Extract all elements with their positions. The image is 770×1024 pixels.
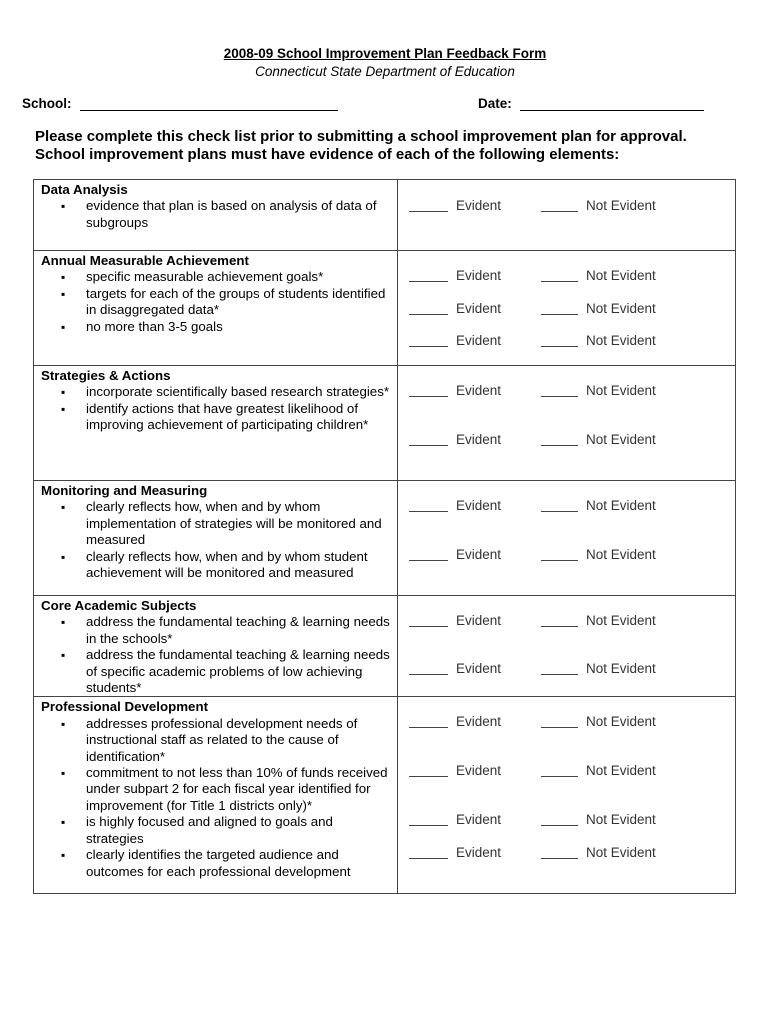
evident-blank[interactable] [409,626,448,627]
not-evident-label: Not Evident [586,498,656,513]
section-bullet: ▪ is highly focused and aligned to goals and strategies [41,814,391,847]
not-evident-label: Not Evident [586,432,656,447]
form-subtitle: Connecticut State Department of Education [255,64,515,79]
form-title: 2008-09 School Improvement Plan Feedback Form [223,46,547,61]
evidence-mark [398,613,750,629]
evidence-cell [398,697,736,894]
section-title: Professional Development [41,699,208,715]
section-bullets [41,198,391,231]
evident-blank[interactable] [409,858,448,859]
not-evident-label: Not Evident [586,845,656,861]
school-label: School: [22,96,72,111]
checklist-table [33,179,736,894]
evident-label: Evident [456,661,502,676]
evidence-mark [398,333,750,349]
evident-label: Evident [456,845,502,861]
evidence-cell [398,481,736,596]
evident-blank[interactable] [409,281,448,282]
section-row-data-analysis [34,180,736,251]
evident-blank[interactable] [409,314,448,315]
evidence-mark [398,763,750,779]
evidence-mark [398,432,750,448]
not-evident-blank[interactable] [541,511,578,512]
not-evident-blank[interactable] [541,825,578,826]
not-evident-blank[interactable] [541,727,578,728]
section-content [34,180,398,251]
not-evident-blank[interactable] [541,396,578,397]
evidence-mark [398,268,750,284]
not-evident-blank[interactable] [541,560,578,561]
evidence-cell [398,596,736,697]
evidence-cell [398,251,736,366]
section-row-core-academic-subjects [34,596,736,697]
section-bullet: ▪ incorporate scientifically based research strategies* [41,384,391,400]
evident-label: Evident [456,333,502,348]
evident-blank[interactable] [409,825,448,826]
not-evident-blank[interactable] [541,211,578,212]
not-evident-label: Not Evident [586,198,656,213]
date-input-line[interactable] [520,96,704,111]
not-evident-label: Not Evident [586,268,656,283]
not-evident-label: Not Evident [586,714,656,730]
not-evident-label: Not Evident [586,613,656,628]
evident-label: Evident [456,498,502,513]
not-evident-blank[interactable] [541,674,578,675]
section-bullet: ▪ evidence that plan is based on analysis of data of subgroups [41,198,391,231]
section-row-annual-measurable-achievement [34,251,736,366]
evident-label: Evident [456,812,502,828]
evidence-mark [398,714,750,730]
evident-blank[interactable] [409,674,448,675]
school-input-line[interactable] [80,96,338,111]
evidence-mark [398,383,750,399]
not-evident-label: Not Evident [586,812,656,828]
section-content [34,251,398,366]
evident-blank[interactable] [409,396,448,397]
section-bullet: ▪ clearly identifies the targeted audience and outcomes for each professional development [41,847,391,880]
section-bullet: ▪ targets for each of the groups of students identified in disaggregated data* [41,286,391,319]
not-evident-blank[interactable] [541,314,578,315]
section-bullets [41,269,391,335]
section-bullet: ▪ clearly reflects how, when and by whom student achievement will be monitored and measured [41,549,391,582]
evident-label: Evident [456,198,502,213]
evident-blank[interactable] [409,560,448,561]
instructions-line-1: Please complete this check list prior to submitting a school improvement plan for approval. [35,128,687,145]
not-evident-label: Not Evident [586,661,656,676]
evident-label: Evident [456,714,502,730]
evident-blank[interactable] [409,727,448,728]
evidence-mark [398,198,750,214]
section-row-monitoring-measuring [34,481,736,596]
section-content [34,481,398,596]
evidence-mark [398,301,750,317]
section-bullet: ▪ clearly reflects how, when and by whom implementation of strategies will be monitored and measured [41,499,391,548]
not-evident-blank[interactable] [541,346,578,347]
school-field [22,96,338,111]
not-evident-label: Not Evident [586,333,656,348]
instructions-line-2: School improvement plans must have evidence of each of the following elements: [35,146,620,163]
not-evident-blank[interactable] [541,776,578,777]
not-evident-label: Not Evident [586,547,656,562]
section-title: Monitoring and Measuring [41,483,208,498]
section-title: Annual Measurable Achievement [41,253,249,268]
section-title: Core Academic Subjects [41,598,197,613]
section-bullet: ▪ identify actions that have greatest likelihood of improving achievement of participating children* [41,401,391,434]
section-bullet: ▪ specific measurable achievement goals* [41,269,391,285]
instructions [35,128,735,164]
date-label: Date: [478,96,512,111]
evident-blank[interactable] [409,211,448,212]
section-row-strategies-actions [34,366,736,481]
section-title: Strategies & Actions [41,368,171,383]
evident-label: Evident [456,547,502,562]
section-bullets [41,614,391,696]
evident-label: Evident [456,301,502,316]
evident-label: Evident [456,268,502,283]
not-evident-label: Not Evident [586,301,656,316]
section-content [34,697,398,894]
section-row-professional-development [34,697,736,894]
evidence-mark [398,812,750,828]
not-evident-blank[interactable] [541,445,578,446]
evidence-cell [398,180,736,251]
evident-blank[interactable] [409,445,448,446]
evidence-mark [398,845,750,861]
evident-blank[interactable] [409,511,448,512]
section-bullet: ▪ address the fundamental teaching & learning needs in the schools* [41,614,391,647]
evidence-mark [398,661,750,677]
not-evident-label: Not Evident [586,383,656,398]
section-content [34,366,398,481]
not-evident-blank[interactable] [541,626,578,627]
section-bullets [41,716,391,880]
section-bullet: ▪ commitment to not less than 10% of funds received under subpart 2 for each fiscal year identified for improvement (for Title 1 districts only)* [41,765,391,814]
evidence-mark [398,547,750,563]
evident-label: Evident [456,613,502,628]
section-content [34,596,398,697]
section-bullets [41,499,391,581]
section-title: Data Analysis [41,182,128,197]
evidence-mark [398,498,750,514]
not-evident-blank[interactable] [541,858,578,859]
section-bullets [41,384,391,433]
section-bullet: ▪ no more than 3-5 goals [41,319,391,335]
not-evident-blank[interactable] [541,281,578,282]
section-bullet: ▪ address the fundamental teaching & learning needs of specific academic problems of low achieving students* [41,647,391,696]
evident-label: Evident [456,432,502,447]
date-field [478,96,704,111]
evident-label: Evident [456,383,502,398]
evident-blank[interactable] [409,346,448,347]
section-bullet: ▪ addresses professional development needs of instructional staff as related to the cause of identification* [41,716,391,765]
evident-label: Evident [456,763,502,779]
evident-blank[interactable] [409,776,448,777]
not-evident-label: Not Evident [586,763,656,779]
evidence-cell [398,366,736,481]
